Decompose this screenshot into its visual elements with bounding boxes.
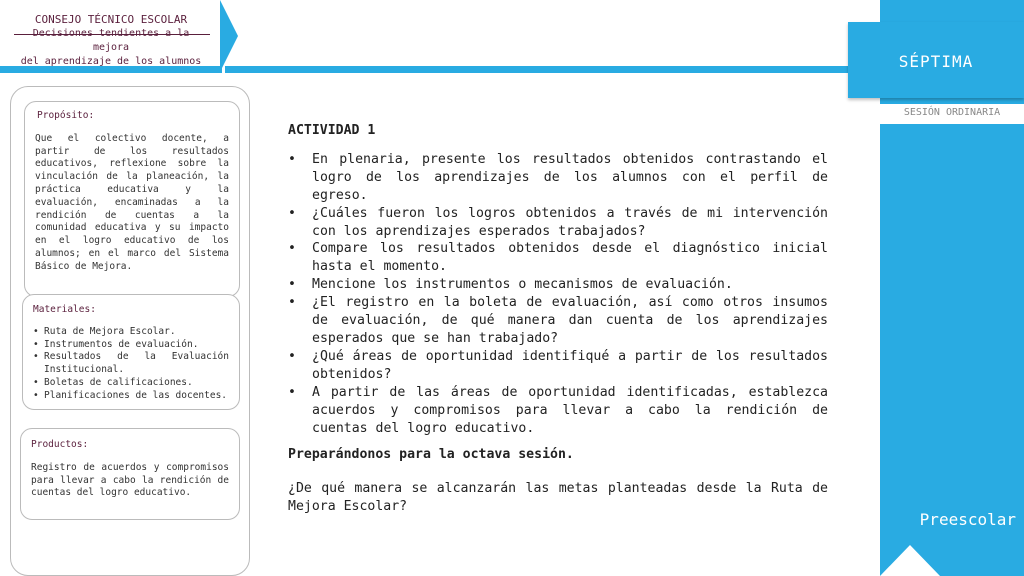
top-accent-line (225, 66, 880, 73)
activity-title: ACTIVIDAD 1 (288, 123, 376, 138)
materiales-item: • Planificaciones de las docentes. (33, 390, 229, 403)
session-type: SESIÓN ORDINARIA (903, 107, 1001, 118)
activity-bullet: • Compare los resultados obtenidos desde el diagnóstico inicial hasta el momento. (288, 240, 828, 276)
materiales-item: • Ruta de Mejora Escolar. (33, 326, 229, 339)
prep-title: Preparándonos para la octava sesión. (288, 447, 574, 463)
activity-bullet: • Mencione los instrumentos o mecanismos de evaluación. (288, 276, 828, 294)
activity-content (288, 122, 828, 516)
activity-bullet: • En plenaria, presente los resultados obtenidos contrastando el logro de los aprendizajes de los alumnos con el perfil de egreso. (288, 151, 828, 205)
education-level: Preescolar (919, 510, 1016, 529)
materiales-item: • Instrumentos de evaluación. (33, 339, 229, 352)
prep-question: ¿De qué manera se alcanzarán las metas planteadas desde la Ruta de Mejora Escolar? (288, 481, 828, 515)
materiales-item: • Resultados de la Evaluación Institucional. (33, 351, 229, 377)
header-title: CONSEJO TÉCNICO ESCOLAR (34, 13, 188, 26)
activity-bullets (288, 151, 828, 438)
materiales-item: • Boletas de calificaciones. (33, 377, 229, 390)
header-divider (14, 34, 210, 35)
materiales-list (33, 326, 229, 403)
header-subtitle-line3: del aprendizaje de los alumnos (20, 56, 202, 67)
session-name: SÉPTIMA (898, 52, 974, 71)
productos-card (20, 428, 240, 520)
materiales-title: Materiales: (33, 304, 96, 315)
activity-bullet: • ¿El registro en la boleta de evaluación, así como otros insumos de evaluación, de qué manera dan cuenta de los aprendizajes esperados que se han trabajado? (288, 294, 828, 348)
header-box (0, 0, 222, 73)
activity-bullet: • ¿Qué áreas de oportunidad identifiqué a partir de los resultados obtenidos? (288, 348, 828, 384)
productos-text: Registro de acuerdos y compromisos para llevar a cabo la rendición de cuentas del logro educativo. (31, 461, 229, 499)
header-subtitle-line2: mejora (92, 42, 130, 53)
activity-bullet: • ¿Cuáles fueron los logros obtenidos a través de mi intervención con los aprendizajes esperados trabajados? (288, 205, 828, 241)
productos-title: Productos: (31, 439, 89, 450)
proposito-card (24, 101, 240, 297)
proposito-title: Propósito: (37, 110, 95, 121)
right-panel-notch (880, 545, 940, 576)
proposito-text: Que el colectivo docente, a partir de los resultados educativos, reflexione sobre la vinculación de la planeación, la práctica educativa y la evaluación, encaminadas a la rendición de cuentas a la comunidad educativa y su impacto en el logro educativo de los alumnos; en el marco del Sistema Básico de Mejora. (35, 132, 229, 272)
activity-bullet: • A partir de las áreas de oportunidad identificadas, establezca acuerdos y compromisos para llevar a cabo la rendición de cuentas del logro educativo. (288, 384, 828, 438)
header-arrow-decoration (220, 0, 238, 72)
materiales-card (22, 294, 240, 410)
